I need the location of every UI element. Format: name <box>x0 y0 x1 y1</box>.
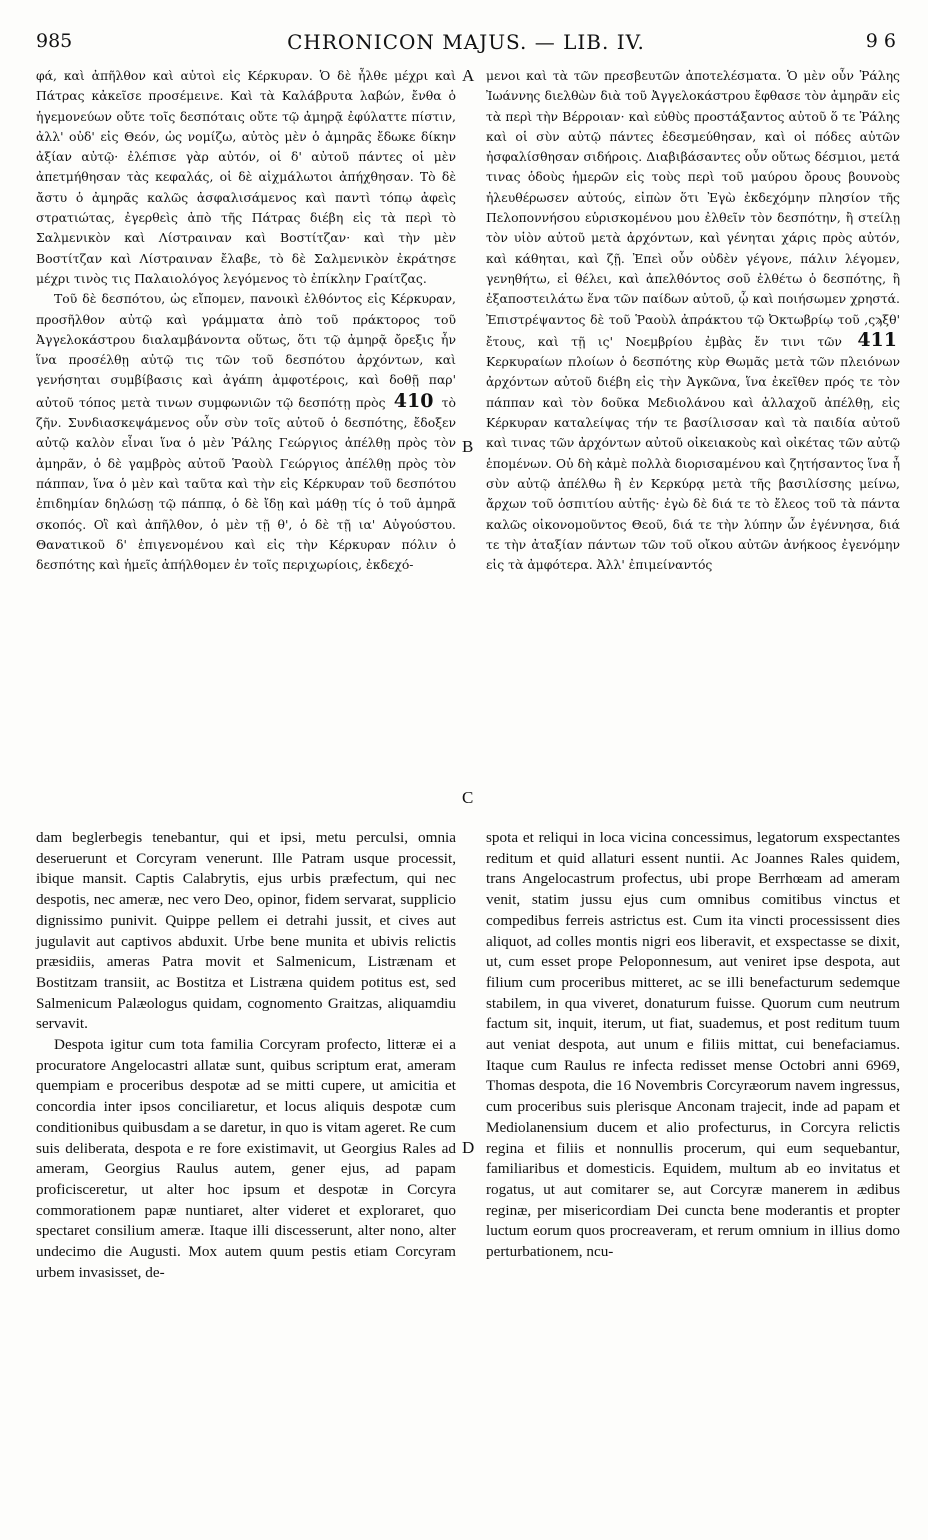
margin-marker-d: D <box>462 1138 475 1157</box>
margin-marker-a: A <box>462 66 475 85</box>
greek-left-paragraph-2 <box>36 289 456 575</box>
greek-left-paragraph-2a: Τοῦ δὲ δεσπότου, ὡς εἴπομεν, πανοικὶ ἐλθόντος εἰς Κέρκυραν, προσῆλθον αὐτῷ καὶ γράμματα ἀπὸ τοῦ πράκτορος τοῦ Ἀγγελοκάστρου διαλαμβάνοντα οὕτως, ὅτι τῷ ἀμηρᾷ ὄρεξις ἦν ἵνα προσέλθῃ αὐτῷ τις τῶν τοῦ δεσπότου ἀρχόντων, καὶ γενήσηται συμβίβασις καὶ ἀγάπη ἀμφοτέροις, καὶ δοθῇ παρ' αὐτοῦ τόπος μετὰ τινων συμφωνιῶν τῷ δεσπότῃ πρὸς <box>36 291 456 410</box>
edition-page-number-410: 410 <box>393 389 434 412</box>
margin-marker-c: C <box>462 788 474 807</box>
latin-left-paragraph-1: dam beglerbegis tenebantur, qui et ipsi, metu perculsi, omnia deseruerunt et Corcyram venerunt. Ille Patram usque processit, ibique mansit. Captis Calabrytis, ejus urbis præfectum, qui nec despotis, nec ameræ, nec vero Deo, opinor, fidem servarat, supplicio dignissimo punivit. Quippe pellem ei detrahi jussit, et cives aut jugulavit aut captivos abduxit. Urbe bene munita et ubivis relictis præsidiis, ameras Patra movit et Salmenicum, Listrænam et Bostitzam transiit, ac Bostitza et Listræna quidem potitus est, sed Salmenicum Palæologus quidam, cognomento Graitzas, aliquamdiu servavit. <box>36 829 456 1033</box>
latin-left-paragraph-2: Despota igitur cum tota familia Corcyram profecto, litteræ ei a procuratore Angelocastri allatæ sunt, quibus scriptum erat, ameram quempiam e proceribus despotæ ad se mitti cupere, ut amicitia et concordia inter ipsos conciliaretur, et locus aliquis despotæ cum conditionibus quibusdam a se daretur, in quo is vitam ageret. Re cum suis deliberata, despota e re fore existimavit, ut Georgius Rales ad ameram, Georgius Raulus autem, gener ejus, ad papam proficisceretur, ut alter hoc ipsum et despotæ in Corcyra commorationem papæ nuntiaret, alter videret et exploraret, quo spectaret consilium ameræ. Itaque illi discesserunt, alter nono, alter undecimo die Augusti. Mox autem quum pestis etiam Corcyram urbem invasisset, de- <box>36 1036 456 1281</box>
latin-right-paragraph-1: spota et reliqui in loca vicina concessimus, legatorum exspectantes reditum et quid allaturi essent nuntii. Ac Joannes Rales quidem, trans Angelocastrum profectus, ubi prope Berrhœam ad ameram venit, statim jussu ejus cum omnibus comitibus vinctus et compedibus ferreis astrictus est. Cum ita vincti processissent dies aliquot, ad colles montis nigri eos liberavit, et exspectasse se dixit, ut, cum esset prope Peloponnesum, aut veniret ipse despota, aut filium cum proceribus mitteret, ac se illi benefacturum sedemque stabilem, in qua viveret, donaturum fuisse. Quorum cum neutrum factum sit, inquit, iterum, ut fiat, suademus, et post reditum tuum aut veniat despota, aut unum e filiis mittat, cui benefaciamus. Itaque cum Raulus re infecta redisset mense Octobri anni 6969, Thomas despota, die 16 Novembris Corcyræorum navem ingressus, cum proceribus suis plerisque Anconam trajecit, inde ad papam et Mediolanensium ducem et alio profecturus, in Corcyra relictis regina et filiis et nonnullis procerum, qui eum sequebantur, familiaribus et domesticis. Equidem, multum ab eo invitatus et rogatus, ut aut comitarer se, aut Corcyræ manerem in ædibus reginæ, per misericordiam Dei cuncta bene moderantis et propter luctum eorum quos procreaveram, et rerum omnium in illius domo perturbationem, ncu- <box>486 829 900 1261</box>
margin-marker-b: B <box>462 437 474 456</box>
latin-text-right-column <box>486 828 900 1263</box>
running-header <box>36 30 896 60</box>
greek-left-paragraph-1: φά, καὶ ἀπῆλθον καὶ αὐτοὶ εἰς Κέρκυραν. Ὁ δὲ ἦλθε μέχρι καὶ Πάτρας κἀκεῖσε προσέμεινε. Καὶ τὰ Καλάβρυτα λαβών, ἔνθα ὁ ἡγεμονεύων οὔτε τοῖς δεσπόταις οὔτε τῷ ἀμηρᾷ ἐφύλαττε πίστιν, ἀλλ' οὐδ' εἰς Θεόν, ὡς νομίζω, αὐτὸς μὲν ὁ ἀμηρᾶς ἔδωκε δίκην ἀξίαν αὐτῷ· ἐλέπισε γὰρ αὐτόν, οἱ δ' αὐτοῦ πάντες οἱ μὲν ἀπετμήθησαν τὰς κεφαλάς, οἱ δὲ αἰχμάλωτοι ἀπήχθησαν. Τὸ δὲ ἄστυ ὁ ἀμηρᾶς καλῶς ἀσφαλισάμενος καὶ παντὶ τόπῳ ἀφεὶς στρατιώτας, ἐγερθεὶς ἀπὸ τῆς Πάτρας διέβη εἰς τὰ περὶ τὸ Σαλμενικὸν καὶ Λίστραιναν καὶ Βοστίτζαν· καὶ τὴν μὲν Βοστίτζαν καὶ Λίστραιναν ἔλαβε, τὸ δὲ Σαλμενικὸν ἐκράτησε μέχρι τινὸς τις Παλαιολόγος λεγόμενος τὸ ἐπίκλην Γραίτζας. <box>36 68 456 286</box>
greek-text-left-column <box>36 66 456 575</box>
greek-right-paragraph-1b: Κερκυραίων πλοίων ὁ δεσπότης κὺρ Θωμᾶς μετὰ τῶν πλειόνων ἀρχόντων αὐτοῦ διέβη εἰς τὴν Ἀγκῶνα, ἵνα ἐκεῖθεν πρός τε τὸν πάππαν καὶ τὸν δοῦκα Μεδιολάνου καὶ ἀλλαχοῦ ἀπέλθῃ, εἰς Κέρκυραν καταλείψας τήν τε βασίλισσαν καὶ τὰ παιδία αὐτοῦ καὶ τινας τῶν ἀρχόντων αὐτοῦ οἰκειακοὺς καὶ οἰκέτας τῶν αὐτῷ ἑπομένων. Οὐ δὴ κἀμὲ πολλὰ διορισαμένου καὶ ζητήσαντος ἵνα ἦ σὺν αὐτῷ ἀπέλθω ἢ ἐν Κερκύρᾳ μετὰ τῆς βασιλίσσης μείνω, ἄρχων τοῦ ὁσπιτίου αὐτῆς· ἐγὼ δὲ διά τε τὸ ἔλεος τοῦ τὰ πάντα καλῶς οἰκονομοῦντος Θεοῦ, διά τε τὴν λύπην ὧν ἐγέννησα, διά τε τὴν ἀταξίαν πάντων τῶν τοῦ οἴκου αὐτῶν ἀνήκοος ἐγενόμην εἰς τὰ ἀμφότερα. Ἀλλ' ἐπιμείναντός <box>486 354 900 573</box>
latin-text-left-column <box>36 828 456 1283</box>
greek-text-right-column <box>486 66 900 575</box>
running-title: CHRONICON MAJUS. — LIB. IV. <box>287 30 645 54</box>
greek-left-paragraph-2b: τὸ ζῆν. Συνδιασκεψάμενος οὖν σὺν τοῖς αὐτοῦ ὁ δεσπότης, ἔδοξεν αὐτῷ καλὸν εἶναι ἵνα ὁ μὲν Ῥάλης Γεώργιος ἀπέλθῃ πρὸς τὸν ἀμηρᾶν, ὁ δὲ γαμβρὸς αὐτοῦ Ῥαοὺλ Γεώργιος ἀπέλθῃ πρὸς τὸν πάππαν, ἵνα ὁ μὲν καὶ ταῦτα καὶ τὴν εἰς Κέρκυραν τοῦ δεσπότου ἐπιδημίαν δηλώσῃ τῷ πάππᾳ, ὁ δὲ ἴδῃ καὶ μάθῃ τίς ὁ τοῦ ἀμηρᾶ σκοπός. Οἳ καὶ ἀπῆλθον, ὁ μὲν τῇ θ', ὁ δὲ τῇ ια' Αὐγούστου. Θανατικοῦ δ' ἐπιγενομένου καὶ εἰς τὴν Κέρκυραν πόλιν ὁ δεσπότης καὶ ἡμεῖς ἀπήλθομεν ἐν τοῖς περιχωρίοις, ἐκδεχό- <box>36 394 456 573</box>
greek-right-paragraph-1a: μενοι καὶ τὰ τῶν πρεσβευτῶν ἀποτελέσματα. Ὁ μὲν οὖν Ῥάλης Ἰωάννης διελθὼν διὰ τοῦ Ἀγγελοκάστρου ἔφθασε τὸν ἀμηρᾶν εἰς τὰ περὶ τὴν Βέρροιαν· καὶ εὐθὺς προστάξαντος αὐτοῦ ὅ τε Ῥάλης καὶ οἱ σὺν αὐτῷ πάντες ἐδεσμεύθησαν, καὶ οἱ πόδες αὐτῶν ἠσφαλίσθησαν σιδήροις. Διαβιβάσαντες οὖν οὕτως δέσμιοι, μετά τινας ὁδοὺς ἡμερῶν εἰς τοὺς περὶ τοῦ μαύρου ὄρους βουνοὺς ἠλευθέρωσεν αὐτούς, εἰπὼν ὅτι Ἐγὼ ἐκδεχόμην πλησίον τῆς Πελοποννήσου εὑρισκομένου μου ἐλθεῖν τὸν δεσπότην, ἢ στείλῃ τὸν υἱὸν αὐτοῦ μετὰ ἀρχόντων, καὶ γένηται χάρις πρὸς αὐτόν, καὶ κάθηται, καὶ ζῇ. Ἐπεὶ οὖν οὐδὲν γέγονε, πάλιν λέγομεν, γενηθήτω, εἰ θέλει, καὶ ἀπελθόντος σοῦ ἐλθέτω ὁ δεσπότης, ἢ ἐξαποστειλάτω ἕνα τῶν παίδων αὐτοῦ, ᾧ καὶ ποιήσωμεν χρηστά. Ἐπιστρέψαντος δὲ τοῦ Ῥαοὺλ ἀπράκτου τῷ Ὀκτωβρίῳ τοῦ ,ςϡξθ' ἔτους, καὶ τῇ ις' Νοεμβρίου ἐμβὰς ἔν τινι τῶν <box>486 68 900 349</box>
page-number-left: 985 <box>36 30 73 52</box>
page-number-right: 9 6 <box>865 30 896 52</box>
edition-page-number-411: 411 <box>857 328 897 351</box>
greek-right-paragraph <box>486 66 900 575</box>
